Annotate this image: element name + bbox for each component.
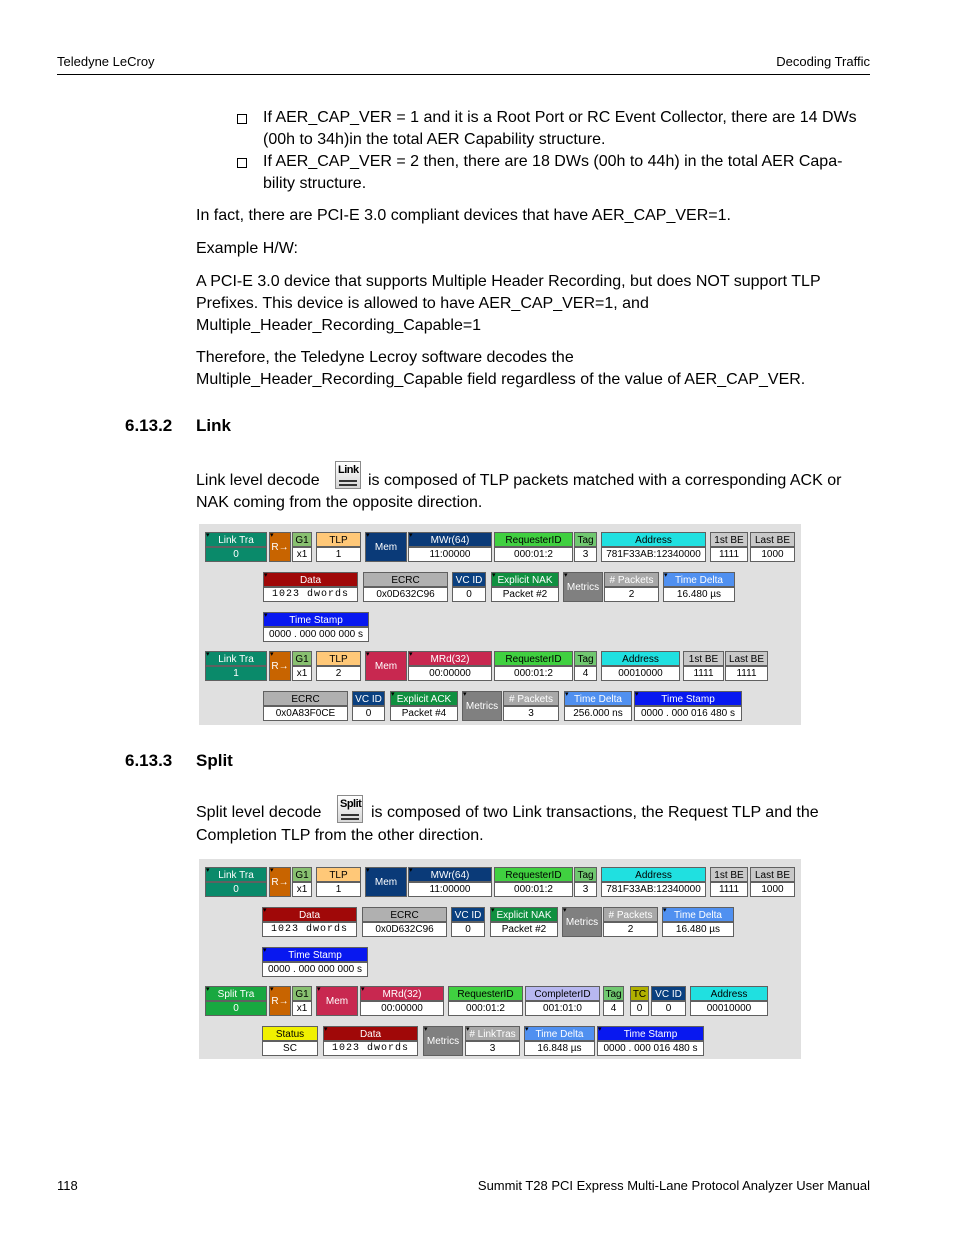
paragraph-line: NAK coming from the opposite direction.: [196, 494, 483, 511]
tc-field: TC 0: [630, 986, 649, 1016]
expand-arrow-icon[interactable]: ▾: [563, 907, 567, 914]
paragraph-line: Link level decode: [196, 472, 320, 489]
explicit-nak-field[interactable]: Explicit NAK Packet #2 ▾: [491, 572, 559, 602]
metrics-field: Metrics ▾: [562, 907, 602, 937]
metrics-field: Metrics ▾: [462, 691, 502, 721]
address-field: Address 781F33AB:12340000: [601, 867, 706, 897]
expand-arrow-icon[interactable]: ▾: [663, 907, 667, 914]
expand-arrow-icon[interactable]: ▾: [264, 572, 268, 579]
bullet-item: [237, 107, 867, 151]
requester-id-field: RequesterID 000:01:2: [494, 651, 573, 681]
expand-arrow-icon[interactable]: ▾: [409, 867, 413, 874]
vc-id-field: VC ID 0: [452, 572, 486, 602]
bullet-text: If AER_CAP_VER = 2 then, there are 18 DWs (00h to 44h) in the total AER Capa-: [263, 153, 843, 170]
direction-field: R→ ▾: [269, 986, 291, 1016]
expand-arrow-icon[interactable]: ▾: [366, 651, 370, 658]
paragraph-line: is composed of TLP packets matched with a corresponding ACK or: [368, 472, 842, 489]
expand-arrow-icon[interactable]: ▾: [664, 572, 668, 579]
paragraph: Example H/W:: [196, 240, 298, 257]
expand-arrow-icon[interactable]: ▾: [206, 651, 210, 658]
page-number: 118: [57, 1178, 78, 1193]
expand-arrow-icon[interactable]: ▾: [263, 947, 267, 954]
checkbox-bullet-icon: [237, 158, 247, 168]
mem-field: Mem ▾: [316, 986, 358, 1016]
paragraph-line: Prefixes. This device is allowed to have AER_CAP_VER=1, and: [196, 295, 649, 312]
ecrc-field: ECRC 0x0D632C96: [363, 572, 448, 602]
first-be-field: 1st BE 1111: [710, 532, 748, 562]
expand-arrow-icon[interactable]: ▾: [206, 532, 210, 539]
expand-arrow-icon[interactable]: ▾: [264, 612, 268, 619]
mrd32-field: MRd(32) 00:00000 ▾: [360, 986, 444, 1016]
header-rule: [57, 74, 870, 75]
section-number: 6.13.3: [125, 751, 173, 770]
link-tra-field[interactable]: Link Tra 1 ▾: [205, 651, 267, 681]
g1-field: G1 x1: [292, 986, 312, 1016]
footer-title: Summit T28 PCI Express Multi-Lane Protocol Analyzer User Manual: [477, 1178, 870, 1193]
direction-field: R→ ▾: [269, 532, 291, 562]
ecrc-field: ECRC 0x0D632C96: [362, 907, 447, 937]
requester-id-field: RequesterID 000:01:2: [494, 532, 573, 562]
expand-arrow-icon[interactable]: ▾: [270, 651, 274, 658]
tlp-field[interactable]: TLP 2: [316, 651, 361, 681]
direction-field: R→ ▾: [269, 651, 291, 681]
last-be-field: Last BE 1000: [750, 867, 795, 897]
running-header-left: Teledyne LeCroy: [57, 54, 155, 69]
paragraph-line: Therefore, the Teledyne Lecroy software decodes the: [196, 349, 574, 366]
vc-id-field: VC ID 0: [451, 907, 485, 937]
link-tra-field[interactable]: Link Tra 0 ▾: [205, 867, 267, 897]
time-delta-field: Time Delta 16.480 µs ▾: [662, 907, 734, 937]
tlp-field[interactable]: TLP 1: [316, 532, 361, 562]
tag-field: Tag 3: [574, 867, 597, 897]
data-field[interactable]: Data 1023 dwords ▾: [323, 1026, 418, 1056]
completer-id-field: CompleterID 001:01:0: [525, 986, 600, 1016]
section-title: Split: [196, 751, 233, 770]
bullet-item: [237, 151, 867, 195]
paragraph: In fact, there are PCI-E 3.0 compliant devices that have AER_CAP_VER=1.: [196, 207, 731, 224]
mem-field: Mem ▾: [365, 532, 407, 562]
ecrc-field: ECRC 0x0A83F0CE: [263, 691, 348, 721]
g1-field: G1 x1: [292, 651, 312, 681]
direction-field: R→ ▾: [269, 867, 291, 897]
mrd32-field: MRd(32) 00:00000 ▾: [408, 651, 492, 681]
running-header-right: Decoding Traffic: [776, 54, 870, 69]
first-be-field: 1st BE 1111: [683, 651, 724, 681]
link-trace-panel: [199, 524, 801, 725]
section-heading-link: [125, 416, 425, 438]
paragraph-line: is composed of two Link transactions, the Request TLP and the: [371, 804, 819, 821]
expand-arrow-icon[interactable]: ▾: [206, 867, 210, 874]
expand-arrow-icon[interactable]: ▾: [366, 867, 370, 874]
packets-count-field: # Packets 2: [603, 907, 658, 937]
time-stamp-field: Time Stamp 0000 . 000 000 000 s ▾: [263, 612, 369, 642]
expand-arrow-icon[interactable]: ▾: [361, 986, 365, 993]
split-tra-field[interactable]: Split Tra 0 ▾: [205, 986, 267, 1016]
expand-arrow-icon[interactable]: ▾: [409, 651, 413, 658]
expand-arrow-icon[interactable]: ▾: [270, 532, 274, 539]
bullet-text: bility structure.: [263, 175, 367, 192]
expand-arrow-icon[interactable]: ▾: [391, 691, 395, 698]
mem-field: Mem ▾: [365, 867, 407, 897]
data-field[interactable]: Data 1023 dwords ▾: [262, 907, 357, 937]
status-field: Status SC: [262, 1026, 318, 1056]
expand-arrow-icon[interactable]: ▾: [263, 907, 267, 914]
address-field: Address 00010000: [690, 986, 768, 1016]
link-tra-field[interactable]: Link Tra 0 ▾: [205, 532, 267, 562]
paragraph-line: Multiple_Header_Recording_Capable field regardless of the value of AER_CAP_VER.: [196, 371, 806, 388]
mwr64-field: MWr(64) 11:00000 ▾: [408, 867, 492, 897]
section-number: 6.13.2: [125, 416, 173, 435]
paragraph-line: Multiple_Header_Recording_Capable=1: [196, 317, 482, 334]
address-field: Address 00010000: [601, 651, 680, 681]
time-stamp-field: Time Stamp 0000 . 000 016 480 s ▾: [634, 691, 742, 721]
section-heading-split: [125, 751, 425, 773]
mem-field: Mem ▾: [365, 651, 407, 681]
bullet-text: (00h to 34h)in the total AER Capability structure.: [263, 131, 606, 148]
g1-field: G1 x1: [292, 867, 312, 897]
section-title: Link: [196, 416, 231, 435]
time-delta-field: Time Delta 16.848 µs ▾: [524, 1026, 595, 1056]
expand-arrow-icon[interactable]: ▾: [409, 532, 413, 539]
expand-arrow-icon[interactable]: ▾: [466, 1026, 470, 1033]
tag-field: Tag 4: [574, 651, 597, 681]
link-tras-count-field: # LinkTras 3 ▾: [465, 1026, 520, 1056]
metrics-field: Metrics ▾: [423, 1026, 463, 1056]
tlp-field[interactable]: TLP 1: [316, 867, 361, 897]
expand-arrow-icon[interactable]: ▾: [492, 572, 496, 579]
paragraph-line: Completion TLP from the other direction.: [196, 827, 484, 844]
expand-arrow-icon[interactable]: ▾: [424, 1026, 428, 1033]
metrics-field: Metrics ▾: [563, 572, 603, 602]
vc-id-field: VC ID 0: [352, 691, 385, 721]
last-be-field: Last BE 1000: [750, 532, 795, 562]
explicit-nak-field[interactable]: Explicit NAK Packet #2 ▾: [490, 907, 558, 937]
tag-field: Tag 3: [574, 532, 597, 562]
time-delta-field: Time Delta 256.000 ns ▾: [564, 691, 632, 721]
expand-arrow-icon[interactable]: ▾: [564, 572, 568, 579]
expand-arrow-icon[interactable]: ▾: [598, 1026, 602, 1033]
expand-arrow-icon[interactable]: ▾: [270, 867, 274, 874]
time-delta-field: Time Delta 16.480 µs ▾: [663, 572, 735, 602]
g1-field: G1 x1: [292, 532, 312, 562]
last-be-field: Last BE 1111: [725, 651, 768, 681]
first-be-field: 1st BE 1111: [710, 867, 748, 897]
explicit-ack-field[interactable]: Explicit ACK Packet #4 ▾: [390, 691, 458, 721]
time-stamp-field: Time Stamp 0000 . 000 000 000 s ▾: [262, 947, 368, 977]
vc-id-field: VC ID 0: [651, 986, 686, 1016]
expand-arrow-icon[interactable]: ▾: [317, 986, 321, 993]
expand-arrow-icon[interactable]: ▾: [491, 907, 495, 914]
packets-count-field: # Packets 2: [604, 572, 659, 602]
expand-arrow-icon[interactable]: ▾: [366, 532, 370, 539]
mwr64-field: MWr(64) 11:00000 ▾: [408, 532, 492, 562]
expand-arrow-icon[interactable]: ▾: [206, 986, 210, 993]
expand-arrow-icon[interactable]: ▾: [525, 1026, 529, 1033]
requester-id-field: RequesterID 000:01:2: [448, 986, 523, 1016]
expand-arrow-icon[interactable]: ▾: [324, 1026, 328, 1033]
split-level-icon: Split: [337, 795, 363, 823]
expand-arrow-icon[interactable]: ▾: [270, 986, 274, 993]
split-trace-panel: [199, 859, 801, 1059]
requester-id-field: RequesterID 000:01:2: [494, 867, 573, 897]
checkbox-bullet-icon: [237, 114, 247, 124]
data-field[interactable]: Data 1023 dwords ▾: [263, 572, 358, 602]
expand-arrow-icon[interactable]: ▾: [463, 691, 467, 698]
tag-field: Tag 4: [603, 986, 624, 1016]
expand-arrow-icon[interactable]: ▾: [565, 691, 569, 698]
link-level-icon: Link: [335, 461, 361, 489]
paragraph-line: Split level decode: [196, 804, 322, 821]
paragraph-line: A PCI-E 3.0 device that supports Multiple Header Recording, but does NOT support TLP: [196, 273, 821, 290]
address-field: Address 781F33AB:12340000: [601, 532, 706, 562]
time-stamp-field: Time Stamp 0000 . 000 016 480 s ▾: [597, 1026, 704, 1056]
bullet-text: If AER_CAP_VER = 1 and it is a Root Port or RC Event Collector, there are 14 DWs: [263, 109, 857, 126]
packets-count-field: # Packets 3: [503, 691, 559, 721]
expand-arrow-icon[interactable]: ▾: [635, 691, 639, 698]
